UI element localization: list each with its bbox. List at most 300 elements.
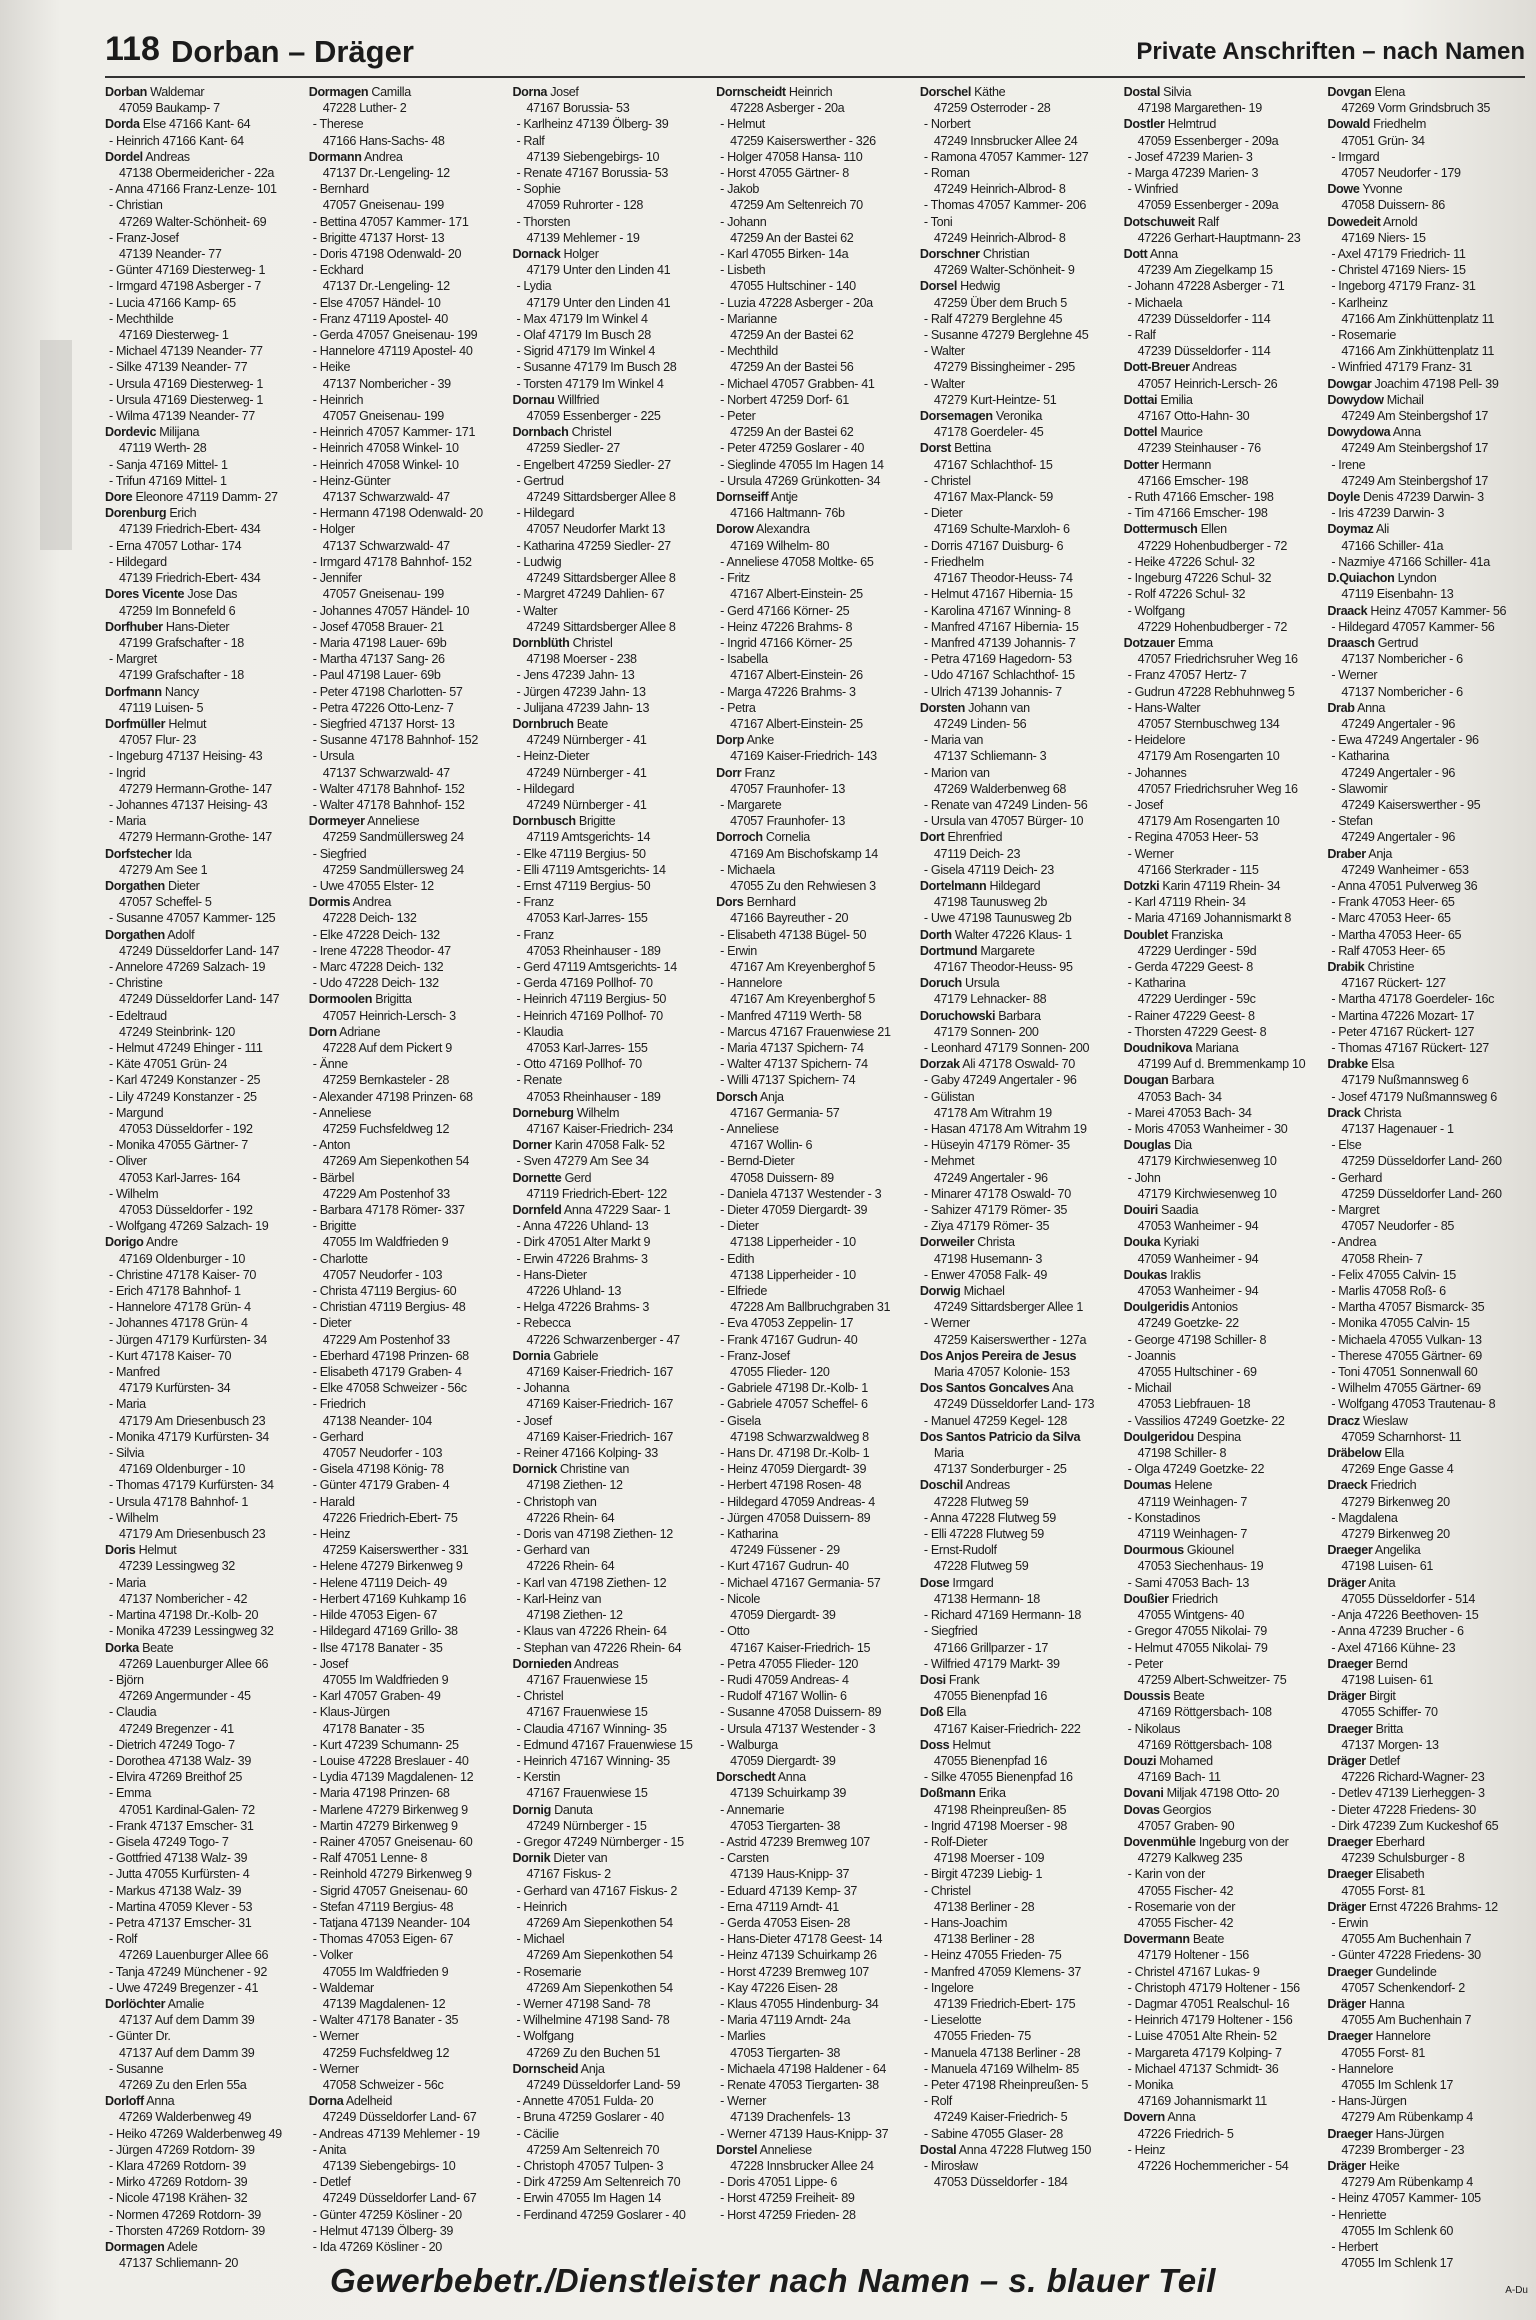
given-name-address: Andreas — [1189, 360, 1237, 375]
given-name-address: Ursula — [961, 976, 1000, 991]
sub-entry: - Kerstin — [516, 1770, 561, 1785]
given-name-address: Dia — [1170, 1138, 1192, 1153]
surname: Dordel — [105, 149, 143, 164]
sub-entry: - Manfred 47119 Werth- 58 — [720, 1008, 862, 1023]
address-line: 47279 Hermann-Grothe- 147 — [119, 781, 272, 796]
address-line: 47249 Kaiserswerther - 95 — [1341, 797, 1481, 812]
address-line: 47269 Walter-Schönheit- 69 — [119, 214, 267, 229]
surname: Dorstel — [716, 2142, 758, 2157]
address-line: 47166 Am Zinkhüttenplatz 11 — [1341, 344, 1495, 359]
sub-entry: - Jürgen 47179 Kurfürsten- 34 — [109, 1332, 267, 1347]
sub-entry: - Lydia 47139 Magdalenen- 12 — [312, 1770, 474, 1785]
address-line: 47169 Oldenburger - 10 — [119, 1251, 246, 1266]
surname: Dorschner — [919, 247, 980, 262]
address-line: 47059 Wanheimer - 94 — [1137, 1251, 1259, 1266]
sub-entry: - Bruna 47259 Goslarer - 40 — [516, 2110, 664, 2125]
surname: Dracz — [1327, 1413, 1360, 1428]
given-name-address: Mohamed — [1156, 1753, 1213, 1768]
surname-entry — [920, 1672, 1118, 1688]
sub-entry: - Susanne 47057 Kammer- 125 — [109, 911, 276, 926]
sub-entry: - Hilde 47053 Eigen- 67 — [312, 1608, 437, 1623]
sub-entry: - Marc 47228 Deich- 132 — [312, 959, 444, 974]
given-name-address: Ali 47178 Oswald- 70 — [959, 1057, 1075, 1072]
surname: Dos Anjos Pereira de Jesus — [919, 1348, 1077, 1363]
surname: Doss — [919, 1737, 950, 1752]
surname: Draeger — [1327, 1656, 1373, 1671]
address-line: 47249 Düsseldorfer Land- 59 — [526, 2077, 681, 2092]
sub-entry: - Paul 47198 Lauer- 69b — [312, 668, 441, 683]
given-name-address: Anna — [1164, 2110, 1196, 2125]
sub-entry: - Michael — [516, 1932, 565, 1947]
address-line: 47239 Schulsburger - 8 — [1341, 1851, 1465, 1866]
surname: Dowe — [1327, 182, 1360, 197]
surname-entry — [1327, 1413, 1525, 1429]
address-line: 47229 Am Postenhof 33 — [322, 1186, 450, 1201]
sub-entry: - Anja 47226 Beethoven- 15 — [1331, 1608, 1479, 1623]
sub-entry: - Franz — [516, 927, 554, 942]
sub-entry: - Manfred 47139 Johannis- 7 — [923, 635, 1076, 650]
surname: Doymaz — [1327, 522, 1374, 537]
surname-entry — [920, 1575, 1118, 1591]
address-line: 47199 Grafschafter - 18 — [119, 635, 244, 650]
sub-entry: - Monika 47179 Kurfürsten- 34 — [109, 1429, 269, 1444]
sub-entry: - Dorothea 47138 Walz- 39 — [109, 1753, 251, 1768]
sub-entry: - Kurt 47239 Schumann- 25 — [312, 1737, 459, 1752]
address-line: 47169 Kaiser-Friedrich- 143 — [730, 749, 877, 764]
address-line: 47055 Im Waldfrieden 9 — [322, 1235, 449, 1250]
sub-entry: - Johannes 47137 Heising- 43 — [109, 797, 268, 812]
address-line: 47249 Am Steinbergshof 17 — [1341, 441, 1488, 456]
surname: Dorfstecher — [105, 846, 172, 861]
given-name-address: Barbara — [1168, 1073, 1214, 1088]
sub-entry: - Kurt 47167 Gudrun- 40 — [720, 1559, 849, 1574]
surname-entry — [1124, 1834, 1322, 1850]
surname: Dormagen — [105, 2240, 165, 2255]
sub-entry: - Christoph 47179 Holtener - 156 — [1127, 1980, 1300, 1995]
address-line: 47137 Auf dem Damm 39 — [119, 2013, 255, 2028]
sub-entry: - Hildegard — [516, 506, 575, 521]
given-name-address: Ehrenfried — [944, 830, 1003, 845]
surname-entry — [1124, 1267, 1322, 1283]
surname-entry — [309, 813, 507, 829]
given-name-address: Bernd — [1372, 1656, 1408, 1671]
given-name-address: Heike — [1365, 2159, 1400, 2173]
sub-entry: - Brigitte — [312, 1219, 357, 1234]
sub-entry: - Birgit 47239 Liebig- 1 — [923, 1867, 1043, 1882]
address-line: 47167 Albert-Einstein- 25 — [730, 587, 863, 602]
sub-entry: - Peter — [720, 409, 756, 424]
surname: Dorna — [308, 2094, 344, 2109]
sub-entry: - Herbert 47198 Rosen- 48 — [720, 1478, 862, 1493]
sub-entry: - Maria 47137 Spichern- 74 — [720, 1040, 864, 1055]
given-name-address: Emma — [1174, 635, 1213, 650]
sub-entry: - Helmut 47055 Nikolai- 79 — [1127, 1640, 1268, 1655]
surname-entry — [1327, 603, 1525, 619]
sub-entry: - Ralf 47051 Lenne- 8 — [312, 1851, 428, 1866]
sub-entry: - Eckhard — [312, 263, 364, 278]
surname: Dorst — [919, 441, 952, 456]
surname-entry — [1124, 84, 1322, 100]
surname: Dorsten — [919, 700, 966, 715]
address-line: 47169 Kaiser-Friedrich- 167 — [526, 1397, 674, 1412]
sub-entry: - Heinrich — [312, 392, 364, 407]
given-name-address: Helmut — [165, 716, 207, 731]
surname-entry — [1327, 635, 1525, 651]
sub-entry: - Olga 47249 Goetzke- 22 — [1127, 1462, 1265, 1477]
sub-entry: - Dagmar 47051 Realschul- 16 — [1127, 1996, 1290, 2011]
sub-entry: - Hans-Jürgen — [1331, 2094, 1407, 2109]
surname: Dorweiler — [919, 1235, 975, 1250]
address-line: 47137 Schwarzwald- 47 — [322, 765, 450, 780]
given-name-address: Walter 47226 Klaus- 1 — [951, 927, 1072, 942]
sub-entry: - Rosemarie — [1331, 328, 1397, 343]
given-name-address: Britta — [1372, 1721, 1403, 1736]
address-line: 47057 Fraunhofer- 13 — [730, 781, 845, 796]
surname-entry — [1327, 1575, 1525, 1591]
address-line: 47137 Schliemann- 3 — [933, 749, 1047, 764]
sub-entry: - Horst 47259 Freiheit- 89 — [720, 2191, 855, 2206]
given-name-address: Hannelore — [1372, 2029, 1431, 2044]
surname-entry — [105, 116, 303, 132]
sub-entry: - Silke 47055 Bienenpfad 16 — [923, 1770, 1073, 1785]
address-line: 47053 Rheinhauser - 189 — [526, 943, 661, 958]
surname-entry — [1327, 1056, 1525, 1072]
sub-entry: - Heinz 47226 Brahms- 8 — [720, 619, 853, 634]
sub-entry: - Moris 47053 Wanheimer - 30 — [1127, 1122, 1288, 1136]
surname: Draeger — [1327, 2029, 1373, 2044]
surname-entry — [105, 84, 303, 100]
surname: Dowgar — [1327, 376, 1372, 391]
address-line: 47055 Bienenpfad 16 — [933, 1753, 1047, 1768]
surname-entry — [920, 1234, 1118, 1250]
sub-entry: - Julijana 47239 Jahn- 13 — [516, 700, 650, 715]
address-line: 47259 An der Bastei 56 — [730, 360, 854, 375]
sub-entry: - Manuela 47169 Wilhelm- 85 — [923, 2061, 1079, 2076]
sub-entry: - Horst 47259 Frieden- 28 — [720, 2207, 856, 2222]
sub-entry: - Josef — [1127, 797, 1163, 812]
surname: Draeger — [1327, 1834, 1373, 1849]
given-name-address: Antje — [768, 490, 798, 505]
address-line: 47228 Innsbrucker Allee 24 — [730, 2159, 874, 2173]
sub-entry: - Dietrich 47249 Togo- 7 — [109, 1737, 235, 1752]
surname-entry — [1327, 392, 1525, 408]
surname: Draasch — [1327, 635, 1375, 650]
surname-entry — [920, 440, 1118, 456]
sub-entry: - Renate 47167 Borussia- 53 — [516, 166, 669, 181]
sub-entry: - Martin 47279 Birkenweg 9 — [312, 1818, 458, 1833]
sub-entry: - Dirk 47259 Am Seltenreich 70 — [516, 2175, 681, 2190]
address-line: 47259 Kaiserswerther - 331 — [322, 1543, 469, 1558]
sub-entry: - Sahizer 47179 Römer- 35 — [923, 1203, 1068, 1218]
surname-entry — [105, 716, 303, 732]
sub-entry: - Heinz 47059 Diergardt- 39 — [720, 1462, 867, 1477]
surname: Dortmund — [919, 943, 978, 958]
sub-entry: - Eberhard 47198 Prinzen- 68 — [312, 1348, 469, 1363]
address-line: 47166 Haltmann- 76b — [730, 506, 845, 521]
sub-entry: - Erwin 47226 Brahms- 3 — [516, 1251, 648, 1266]
address-line: 47249 Düsseldorfer Land- 67 — [322, 2110, 477, 2125]
surname-entry — [716, 2142, 914, 2158]
sub-entry: - Carsten — [720, 1851, 769, 1866]
address-line: 47139 Neander- 77 — [119, 247, 222, 262]
given-name-address: Beate — [138, 1640, 174, 1655]
address-line: 47053 Liebfrauen- 18 — [1137, 1397, 1251, 1412]
sub-entry: - Heidelore — [1127, 733, 1186, 748]
sub-entry: - Peter 47198 Charlotten- 57 — [312, 684, 463, 699]
surname-entry — [1124, 424, 1322, 440]
surname: Dordevic — [105, 425, 157, 440]
surname: Draeger — [1327, 1721, 1373, 1736]
sub-entry: - Klaudia — [516, 1024, 563, 1039]
sub-entry: - Reinhold 47279 Birkenweg 9 — [312, 1867, 472, 1882]
given-name-address: Gerd — [561, 1170, 592, 1185]
address-line: 47249 Nürnberger - 41 — [526, 765, 647, 780]
given-name-address: Ingeburg von der — [1195, 1834, 1289, 1849]
sub-entry: - Christa 47119 Bergius- 60 — [312, 1284, 457, 1299]
given-name-address: Emilia — [1157, 392, 1193, 407]
surname: Dottel — [1123, 425, 1158, 440]
sub-entry: - Klaus van 47226 Rhein- 64 — [516, 1624, 667, 1639]
sub-entry: - Slawomir — [1331, 781, 1388, 796]
surname-entry — [1124, 1591, 1322, 1607]
address-line: 47055 Frieden- 75 — [933, 2029, 1031, 2044]
sub-entry: - Gertrud — [516, 473, 564, 488]
sub-entry: - Rolf-Dieter — [923, 1834, 988, 1849]
sub-entry: - Maria — [109, 1397, 146, 1412]
given-name-address: Heinrich — [785, 85, 833, 99]
sub-entry: - Werner 47198 Sand- 78 — [516, 1996, 651, 2011]
sub-entry: - Bettina 47057 Kammer- 171 — [312, 214, 469, 229]
sub-entry: - Werner — [720, 2094, 767, 2109]
sub-entry: - Hermann 47198 Odenwald- 20 — [312, 506, 483, 521]
sub-entry: - Erna 47057 Lothar- 174 — [109, 538, 242, 553]
given-name-address: Lyndon — [1394, 571, 1437, 586]
given-name-address: Adelheid — [343, 2094, 393, 2109]
sub-entry: - Nikolaus — [1127, 1721, 1181, 1736]
surname: Dornscheidt — [716, 85, 786, 99]
sub-entry: - Ursula 47169 Diesterweg- 1 — [109, 376, 263, 391]
sub-entry: - Gisela 47119 Deich- 23 — [923, 862, 1054, 877]
sub-entry: - Manfred — [109, 1365, 160, 1380]
sub-entry: - Jutta 47055 Kurfürsten- 4 — [109, 1867, 250, 1882]
address-line: 47198 Ziethen- 12 — [526, 1608, 623, 1623]
surname: Dovermann — [1123, 1932, 1190, 1947]
surname: Doyle — [1327, 490, 1360, 505]
sub-entry: - Petra 47137 Emscher- 31 — [109, 1915, 252, 1930]
address-line: 47057 Gneisenau- 199 — [322, 409, 444, 424]
surname-entry — [105, 619, 303, 635]
address-line: 47166 Hans-Sachs- 48 — [322, 133, 445, 148]
sub-entry: - Peter 47167 Rückert- 127 — [1331, 1024, 1475, 1039]
address-line: 47179 Kirchwiesenweg 10 — [1137, 1154, 1277, 1169]
surname: Dornseiff — [716, 490, 769, 505]
sub-entry: - Heinz — [312, 1527, 351, 1542]
address-line: 47139 Friedrich-Ebert- 434 — [119, 571, 261, 586]
surname-entry — [1327, 1445, 1525, 1461]
address-line: 47139 Friedrich-Ebert- 434 — [119, 522, 261, 537]
sub-entry: - Claudia — [109, 1705, 157, 1720]
surname-entry — [716, 1089, 914, 1105]
sub-entry: - Roman — [923, 166, 970, 181]
surname-entry — [1327, 2126, 1525, 2142]
given-name-address: Elsa — [1367, 1057, 1395, 1072]
address-line: 47269 Am Siepenkothen 54 — [526, 1948, 673, 1963]
sub-entry: - Michaela 47055 Vulkan- 13 — [1331, 1332, 1482, 1347]
sub-entry: - Michael 47167 Germania- 57 — [720, 1575, 881, 1590]
sub-entry: - Elisabeth 47138 Bügel- 50 — [720, 927, 867, 942]
sub-entry: - John — [1127, 1170, 1161, 1185]
given-name-address: Denis 47239 Darwin- 3 — [1359, 490, 1484, 505]
address-line: 47249 Bregenzer - 41 — [119, 1721, 234, 1736]
given-name-address: Ernst 47226 Brahms- 12 — [1365, 1899, 1498, 1914]
address-line: 47167 Kaiser-Friedrich- 15 — [730, 1640, 871, 1655]
surname: Dors — [716, 895, 744, 910]
sub-entry: - Franz-Josef — [720, 1348, 790, 1363]
sub-entry: - Margret 47249 Dahlien- 67 — [516, 587, 665, 602]
address-line: 47249 Düsseldorfer Land- 67 — [322, 2191, 477, 2206]
sub-entry: - Ernst-Rudolf — [923, 1543, 997, 1558]
surname: Dorschedt — [716, 1770, 776, 1785]
given-name-address: Brigitte — [575, 814, 616, 829]
given-name-address: Eleonore 47119 Damm- 27 — [132, 490, 278, 505]
address-line: 47055 Zu den Rehwiesen 3 — [730, 878, 876, 893]
given-name-address: Christine — [1364, 959, 1415, 974]
given-name-address: Camilla — [368, 85, 411, 99]
address-line: 47269 Enge Gasse 4 — [1341, 1462, 1454, 1477]
surname-entry — [1327, 1964, 1525, 1980]
sub-entry: - Christoph van — [516, 1494, 597, 1509]
surname: Douiri — [1123, 1203, 1158, 1218]
surname-entry — [716, 84, 914, 100]
address-line: 47119 Deich- 23 — [933, 846, 1021, 861]
address-line: 47239 Am Ziegelkamp 15 — [1137, 263, 1273, 278]
surname-entry — [1327, 1753, 1525, 1769]
sub-entry: - Johann — [720, 214, 767, 229]
sub-entry: - Horst 47239 Bremweg 107 — [720, 1964, 869, 1979]
sub-entry: - Maria 47169 Johannismarkt 8 — [1127, 911, 1292, 926]
given-name-address: Karin 47119 Rhein- 34 — [1159, 878, 1281, 893]
sub-entry: - Gerhard van — [516, 1543, 590, 1558]
surname-entry — [920, 1283, 1118, 1299]
sub-entry: - Tim 47166 Emscher- 198 — [1127, 506, 1268, 521]
address-line: 47228 Luther- 2 — [322, 101, 407, 116]
given-name-address: Anna — [143, 2094, 175, 2109]
sub-entry: - Rolf 47226 Schul- 32 — [1127, 587, 1246, 602]
surname-entry — [1327, 846, 1525, 862]
surname: Doulgeridou — [1123, 1429, 1194, 1444]
address-line: 47167 Am Kreyenberghof 5 — [730, 992, 876, 1007]
surname: Dowedeit — [1327, 214, 1381, 229]
sub-entry: - Norbert 47259 Dorf- 61 — [720, 392, 849, 407]
sub-entry: - Elli 47119 Amtsgerichts- 14 — [516, 862, 666, 877]
address-line: 47259 Fuchsfeldweg 12 — [322, 1122, 450, 1136]
sub-entry: - Herbert 47169 Kuhkamp 16 — [312, 1591, 467, 1606]
address-line: 47179 Holtener - 156 — [1137, 1948, 1249, 1963]
address-line: 47138 Berliner - 28 — [933, 1899, 1035, 1914]
surname-entry — [716, 1769, 914, 1785]
sub-entry: - Gisela 47249 Togo- 7 — [109, 1834, 229, 1849]
address-line: 47269 Zu den Erlen 55a — [119, 2077, 247, 2092]
sub-entry: - Lydia — [516, 279, 552, 294]
sub-entry: - Walter 47178 Bahnhof- 152 — [312, 797, 465, 812]
sub-entry: - Gerda 47169 Pollhof- 70 — [516, 976, 653, 991]
surname: Dornig — [512, 1802, 551, 1817]
sub-entry: - Winfried — [1127, 182, 1178, 197]
surname: Dorigo — [105, 1235, 144, 1250]
sub-entry: - Margarete — [720, 797, 782, 812]
sub-entry: - Rosemarie von der — [1127, 1899, 1236, 1914]
sub-entry: - Ernst 47119 Bergius- 50 — [516, 878, 651, 893]
address-line: 47179 Unter den Linden 41 — [526, 295, 671, 310]
surname-entry — [512, 716, 710, 732]
address-line: 47249 Düsseldorfer Land- 173 — [933, 1397, 1095, 1412]
listing-column — [1327, 84, 1525, 2271]
surname: Doschil — [919, 1478, 963, 1493]
surname-entry — [920, 1008, 1118, 1024]
sub-entry: - Monika 47239 Lessingweg 32 — [109, 1624, 274, 1639]
sub-entry: - Siegfried 47137 Horst- 13 — [312, 716, 455, 731]
address-line: 47228 Flutweg 59 — [933, 1559, 1029, 1574]
surname: Dovas — [1123, 1802, 1160, 1817]
surname-entry — [309, 894, 507, 910]
address-line: 47138 Lipperheider - 10 — [730, 1267, 856, 1282]
surname: Dort — [919, 830, 945, 845]
address-line: 47055 Forst- 81 — [1341, 2045, 1425, 2060]
sub-entry: - Wolfgang 47269 Salzach- 19 — [109, 1219, 269, 1234]
given-name-address: Hermann — [1158, 457, 1212, 472]
address-line: 47137 Nombericher - 6 — [1341, 652, 1463, 667]
sub-entry: - Regina 47053 Heer- 53 — [1127, 830, 1259, 845]
sub-entry: - Magdalena — [1331, 1510, 1398, 1525]
given-name-address: Margarete — [977, 943, 1035, 958]
surname: Dornbruch — [512, 716, 574, 731]
sub-entry: - Thomas 47179 Kurfürsten- 34 — [109, 1478, 274, 1493]
sub-entry: - Udo 47167 Schlachthof- 15 — [923, 668, 1075, 683]
sub-entry: - Heiko 47269 Walderbenweg 49 — [109, 2126, 282, 2141]
sub-entry: - Sophie — [516, 182, 561, 197]
surname: Draber — [1327, 846, 1366, 861]
surname: Dornblüth — [512, 635, 570, 650]
address-line: 47179 Kirchwiesenweg 10 — [1137, 1186, 1277, 1201]
sub-entry: - Harald — [312, 1494, 355, 1509]
surname: Dorner — [512, 1138, 552, 1153]
surname-entry — [1124, 116, 1322, 132]
surname-entry — [512, 635, 710, 651]
address-line: 47059 Essenberger - 209a — [1137, 198, 1279, 213]
surname: Dostler — [1123, 117, 1165, 132]
sub-entry: - Sigrid 47179 Im Winkel 4 — [516, 344, 656, 359]
sub-entry: - Ursula 47169 Diesterweg- 1 — [109, 392, 263, 407]
address-line: 47166 Emscher- 198 — [1137, 473, 1249, 488]
given-name-address: Christian — [979, 247, 1030, 262]
address-line: 47228 Auf dem Pickert 9 — [322, 1040, 452, 1055]
surname-entry — [716, 894, 914, 910]
sub-entry: - Peter — [1127, 1656, 1163, 1671]
sub-entry: - Christine — [109, 976, 163, 991]
address-line: 47269 Zu den Buchen 51 — [526, 2045, 661, 2060]
sub-entry: - Christel — [923, 473, 971, 488]
address-line: 47119 Friedrich-Ebert- 122 — [526, 1186, 667, 1201]
sub-entry: - Helmut 47139 Ölberg- 39 — [312, 2223, 454, 2238]
listing-column — [308, 84, 507, 2255]
address-line: 47139 Siebengebirgs- 10 — [526, 149, 660, 164]
sub-entry: - Walburga — [720, 1737, 778, 1752]
sub-entry: - Friedrich — [312, 1397, 366, 1412]
sub-entry: - Uwe 47198 Taunusweg 2b — [923, 911, 1072, 926]
surname-entry — [920, 278, 1118, 294]
sub-entry: - Ferdinand 47259 Goslarer - 40 — [516, 2207, 686, 2222]
surname: Dräger — [1327, 1575, 1366, 1590]
